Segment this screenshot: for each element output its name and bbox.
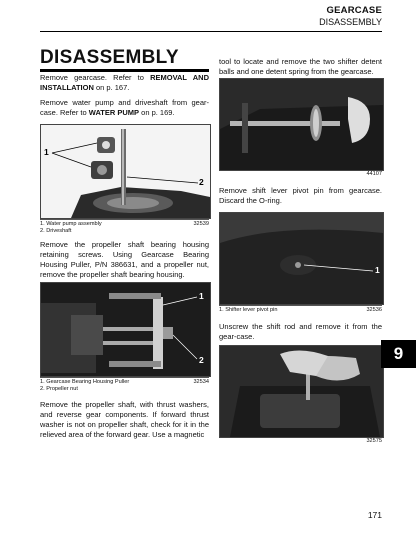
figure-water-pump-driveshaft bbox=[40, 124, 211, 219]
figure3-caption bbox=[219, 171, 382, 180]
header-rule bbox=[40, 31, 382, 32]
figure1-caption bbox=[40, 221, 209, 237]
figure1-number: 32539 bbox=[193, 221, 209, 227]
running-header-title: GEARCASE bbox=[326, 5, 382, 16]
paragraph-unscrew-shift-rod: Unscrew the shift rod and remove it from the gear-case. bbox=[219, 322, 382, 341]
figure1-callout-1: 1 bbox=[44, 147, 49, 157]
figure4-number: 32536 bbox=[366, 307, 382, 313]
section-title: DISASSEMBLY bbox=[40, 47, 179, 68]
figure-shift-rod-removal bbox=[219, 345, 384, 438]
page-number: 171 bbox=[367, 510, 382, 520]
paragraph-remove-water-pump: Remove water pump and driveshaft from gear-case. Refer to WATER PUMP on p. 169. bbox=[40, 98, 209, 117]
paragraph-remove-propeller-shaft: Remove the propeller shaft, with thrust washers, and reverse gear components. If forward thrust washer is not on propeller shaft, check for it in the relieved area of the forward gear. Use a magnetic bbox=[40, 400, 209, 439]
figure1-caption-2: 2. Driveshaft bbox=[40, 228, 72, 234]
figure1-caption-rule bbox=[40, 219, 209, 220]
paragraph-remove-bearing-housing: Remove the propeller shaft bearing housing retaining screws. Using Gearcase Bearing Housing Puller, P/N 386631, and a propeller nut, remove the propeller shaft bearing housing. bbox=[40, 240, 209, 279]
figure2-number: 32534 bbox=[193, 379, 209, 385]
figure5-number: 32575 bbox=[366, 438, 382, 444]
running-header-subtitle: DISASSEMBLY bbox=[319, 17, 382, 27]
figure2-callout-2: 2 bbox=[199, 355, 204, 365]
figure4-caption-rule bbox=[219, 305, 382, 306]
section-title-rule bbox=[40, 69, 209, 72]
figure5-caption bbox=[219, 438, 382, 447]
figure-propeller-shaft-removal bbox=[219, 78, 384, 171]
figure4-callout-1: 1 bbox=[375, 265, 380, 275]
figure1-callout-2: 2 bbox=[199, 177, 204, 187]
figure1-caption-1: 1. Water pump assembly bbox=[40, 221, 102, 227]
figure2-caption-1: 1. Gearcase Bearing Housing Puller bbox=[40, 379, 130, 385]
figure4-caption bbox=[219, 307, 382, 316]
figure-bearing-housing-puller bbox=[40, 282, 211, 377]
figure-shift-lever-pivot-pin bbox=[219, 212, 384, 305]
figure2-caption-rule bbox=[40, 377, 209, 378]
figure4-caption-1: 1. Shifter lever pivot pin bbox=[219, 307, 278, 313]
figure2-caption bbox=[40, 379, 209, 395]
figure2-callout-1: 1 bbox=[199, 291, 204, 301]
paragraph-remove-gearcase: Remove gearcase. Refer to REMOVAL AND INSTALLATION on p. 167. bbox=[40, 73, 209, 92]
paragraph-remove-pivot-pin: Remove shift lever pivot pin from gearcase. Discard the O-ring. bbox=[219, 186, 382, 205]
section-tab-9: 9 bbox=[381, 340, 416, 368]
figure2-caption-2: 2. Propeller nut bbox=[40, 386, 78, 392]
paragraph-detent-balls: tool to locate and remove the two shifter detent balls and one detent spring from the gearcase. bbox=[219, 57, 382, 76]
figure3-number: 44107 bbox=[366, 171, 382, 177]
